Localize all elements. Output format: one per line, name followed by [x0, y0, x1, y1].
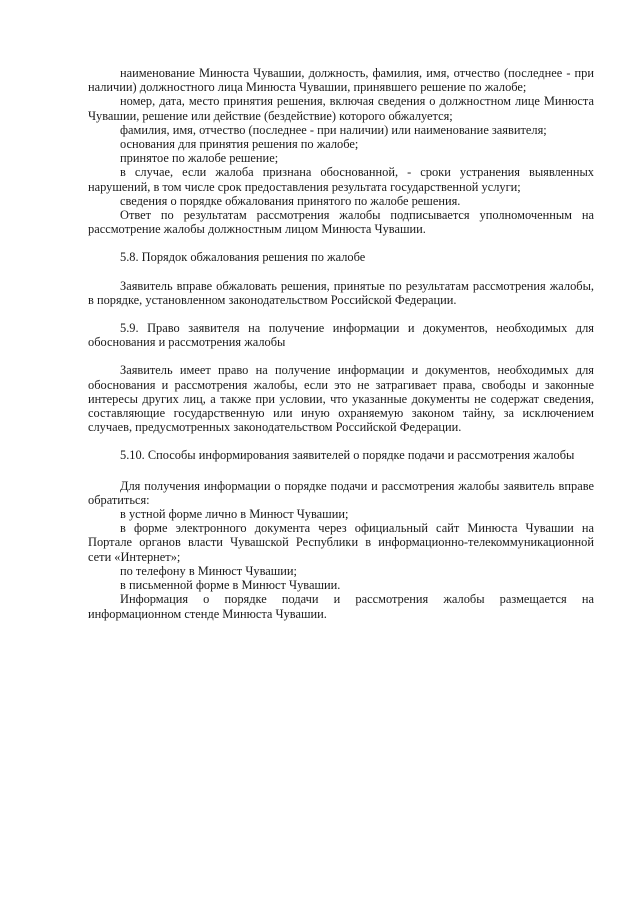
section-heading-5-10: 5.10. Способы информирования заявителей о порядке подачи и рассмотрения жалобы: [120, 448, 575, 463]
info-method-item: в форме электронного документа через официальный сайт Минюста Чувашии на Портале органов власти Чувашской Республики в информационно-телекоммуникационной сети «Интернет»;: [88, 521, 594, 564]
section-heading-5-9: 5.9. Право заявителя на получение информации и документов, необходимых для обоснования и рассмотрения жалобы: [88, 321, 594, 350]
info-method-item: в устной форме лично в Минюст Чувашии;: [120, 507, 349, 522]
decision-content-item: основания для принятия решения по жалобе;: [120, 137, 359, 152]
response-signature-paragraph: Ответ по результатам рассмотрения жалобы подписывается уполномоченным на рассмотрение жалобы должностным лицом Минюста Чувашии.: [88, 208, 594, 237]
decision-content-item: сведения о порядке обжалования принятого по жалобе решения.: [120, 193, 461, 208]
section-heading-5-8: 5.8. Порядок обжалования решения по жалобе: [120, 250, 366, 265]
info-method-item: в письменной форме в Минюст Чувашии.: [120, 578, 341, 593]
decision-content-item: принятое по жалобе решение;: [120, 151, 279, 166]
info-stand-paragraph: Информация о порядке подачи и рассмотрения жалобы размещается на информационном стенде Минюста Чувашии.: [88, 592, 594, 621]
info-method-item: по телефону в Минюст Чувашии;: [120, 563, 297, 578]
section-text-5-8: Заявитель вправе обжаловать решения, принятые по результатам рассмотрения жалобы, в порядке, установленном законодательством Российской Федерации.: [88, 278, 594, 307]
decision-content-item: в случае, если жалоба признана обоснованной, - сроки устранения выявленных нарушений, в том числе срок предоставления результата государственной услуги;: [88, 165, 594, 194]
info-methods-intro: Для получения информации о порядке подачи и рассмотрения жалобы заявитель вправе обратиться:: [88, 478, 594, 507]
decision-content-item: наименование Минюста Чувашии, должность, фамилия, имя, отчество (последнее - при наличии) должностного лица Минюста Чувашии, принявшего решение по жалобе;: [88, 66, 594, 95]
section-text-5-9: Заявитель имеет право на получение информации и документов, необходимых для обоснования и рассмотрения жалобы, если это не затрагивает права, свободы и законные интересы других лиц, а также при условии, что указанные документы не содержат сведения, составляющие государственную или иную охраняемую законом тайну, за исключением случаев, предусмотренных законодательством Российской Федерации.: [88, 363, 594, 435]
document-page: [88, 66, 594, 621]
decision-content-item: номер, дата, место принятия решения, включая сведения о должностном лице Минюста Чувашии, решение или действие (бездействие) которого обжалуется;: [88, 94, 594, 123]
decision-content-item: фамилия, имя, отчество (последнее - при наличии) или наименование заявителя;: [120, 122, 547, 137]
